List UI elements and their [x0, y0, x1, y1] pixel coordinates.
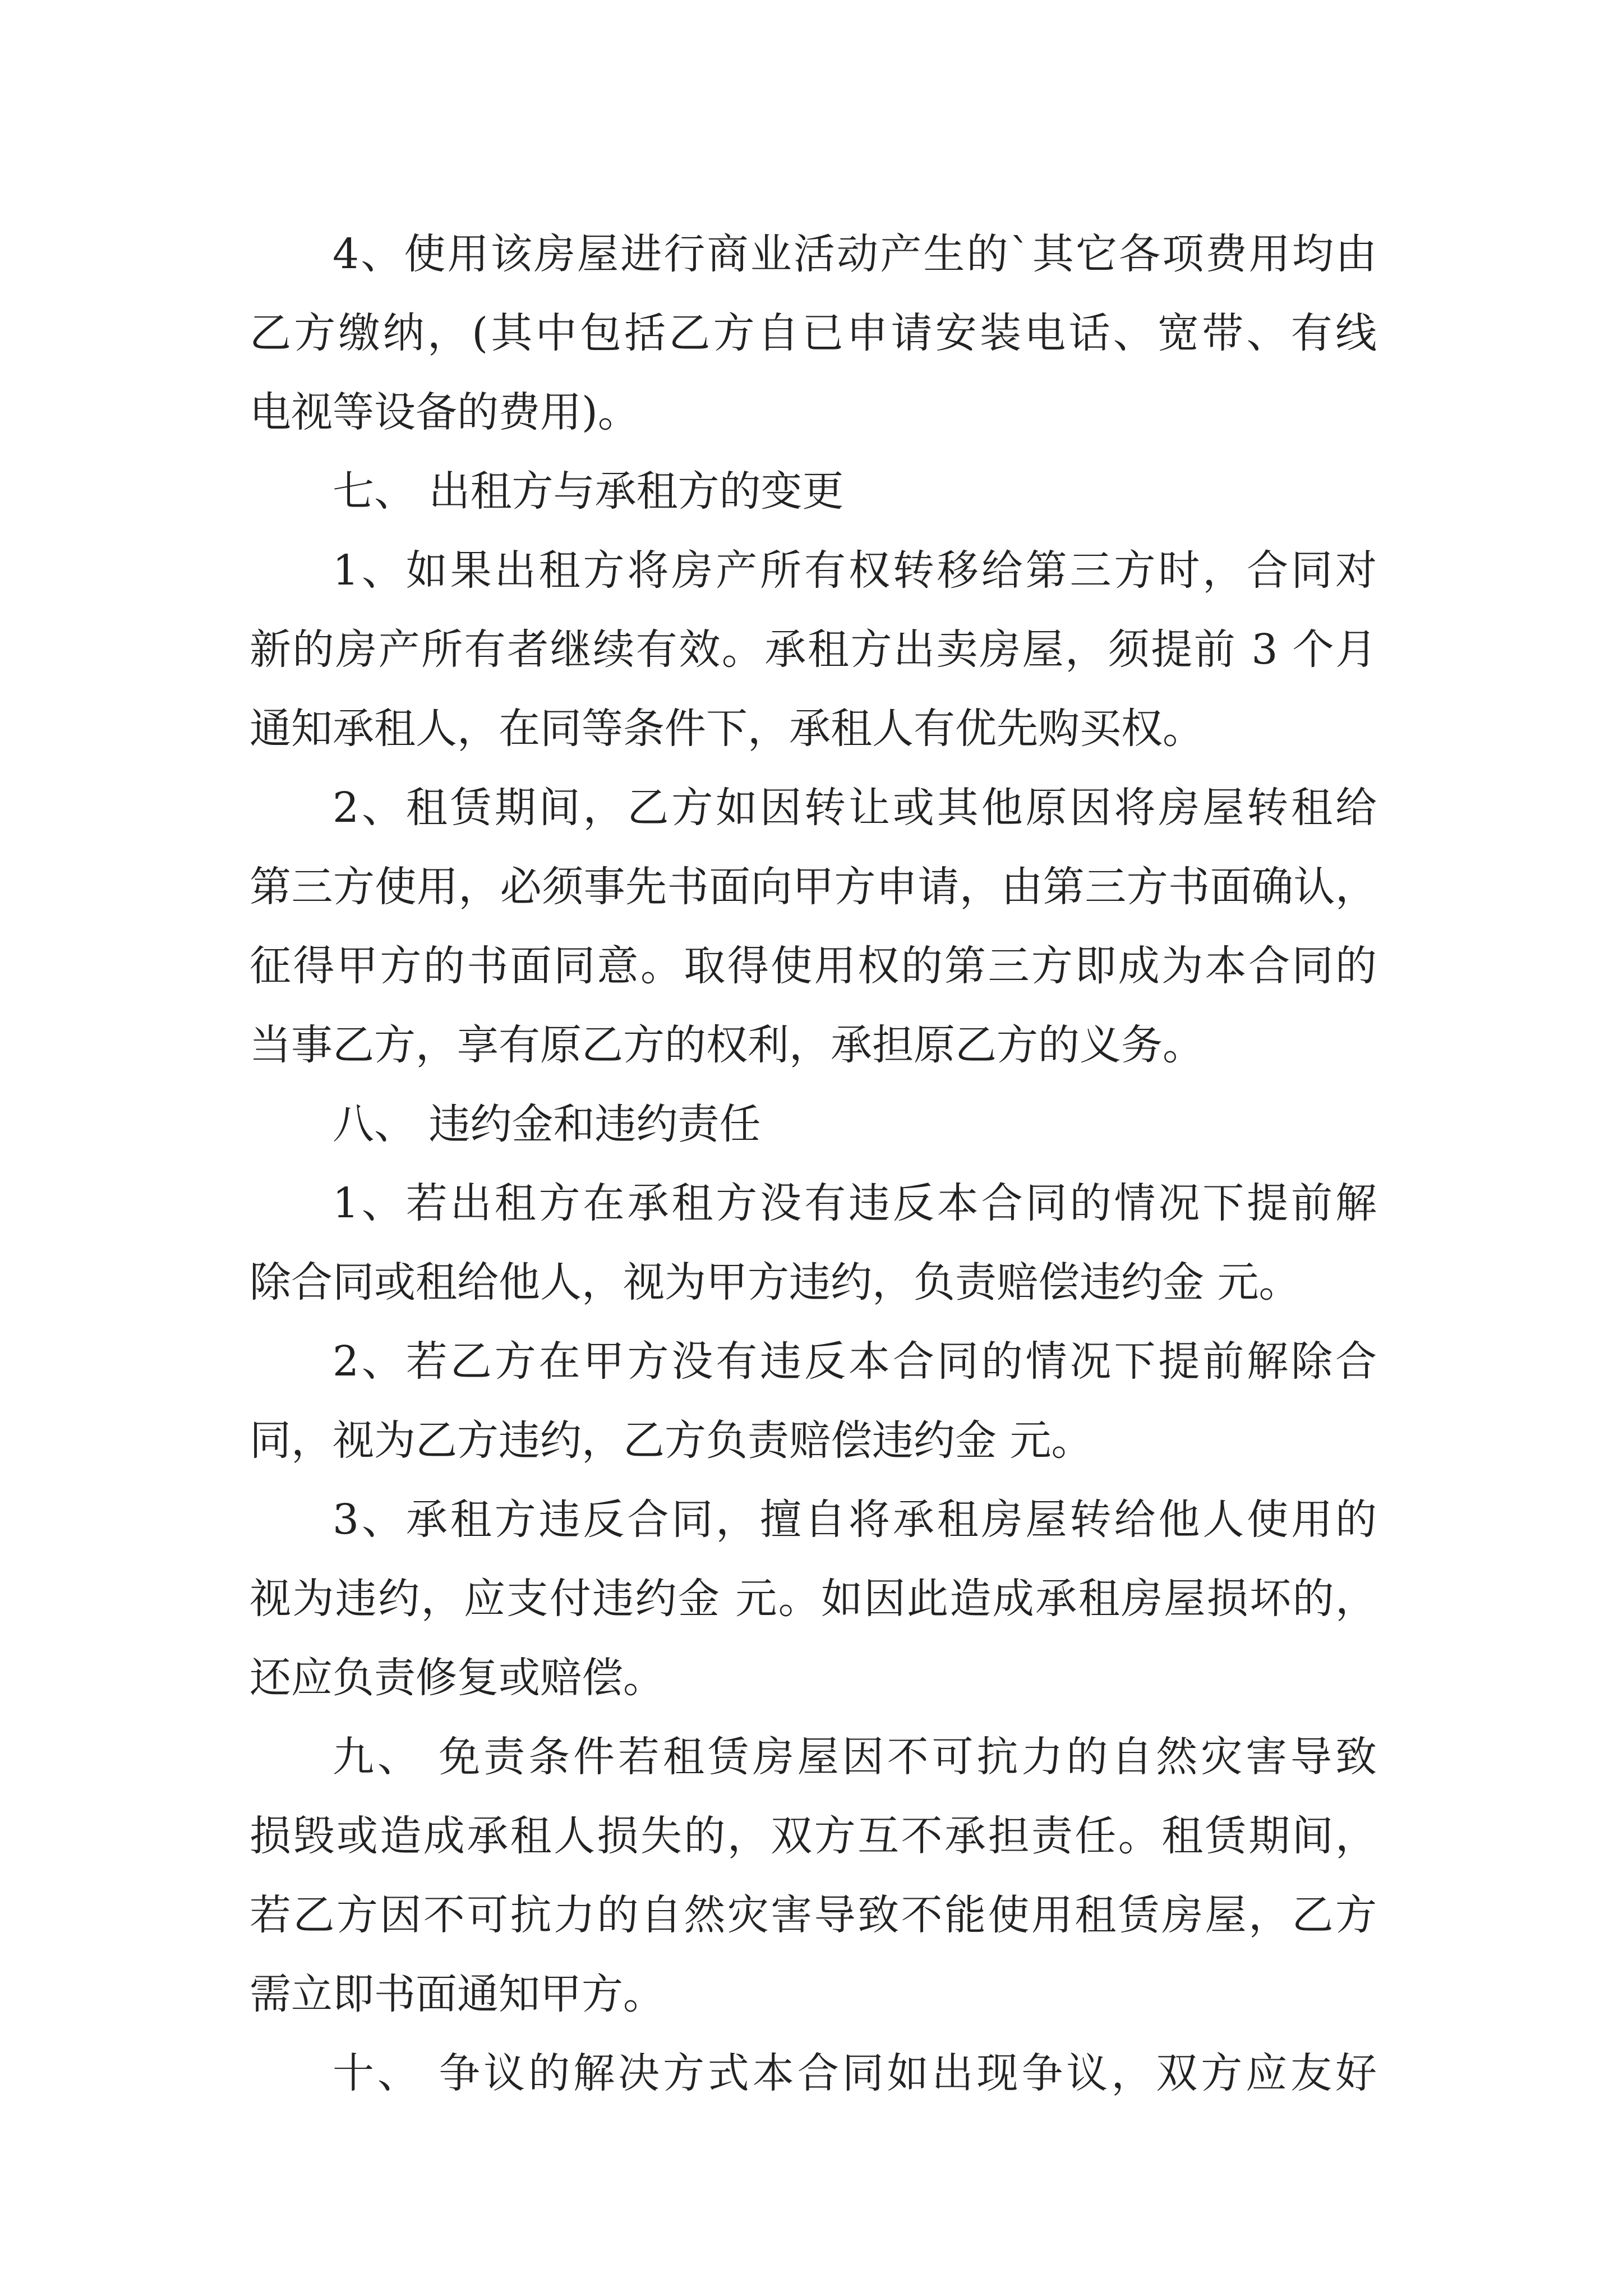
- text-line: 4、使用该房屋进行商业活动产生的`其它各项费用均由: [333, 230, 1377, 278]
- section-heading: 七、 出租方与承租方的变更: [333, 467, 844, 516]
- text-line: 通知承租人，在同等条件下，承租人有优先购买权。: [250, 705, 1204, 753]
- text-line: 乙方缴纳，(其中包括乙方自已申请安装电话、宽带、有线: [250, 309, 1377, 357]
- text-line: 还应负责修复或赔偿。: [250, 1654, 665, 1702]
- text-line: 当事乙方，享有原乙方的权利，承担原乙方的义务。: [250, 1021, 1204, 1069]
- text-line: 第三方使用，必须事先书面向甲方申请，由第三方书面确认，: [250, 863, 1377, 911]
- text-line: 同，视为乙方违约，乙方负责赔偿违约金 元。: [250, 1416, 1093, 1465]
- text-line: 新的房产所有者继续有效。承租方出卖房屋，须提前 3 个月: [250, 625, 1377, 674]
- section-heading: 八、 违约金和违约责任: [333, 1100, 761, 1148]
- text-line: 1、如果出租方将房产所有权转移给第三方时，合同对: [333, 546, 1377, 595]
- text-line: 电视等设备的费用)。: [250, 388, 639, 436]
- text-line: 若乙方因不可抗力的自然灾害导致不能使用租赁房屋，乙方: [250, 1891, 1377, 1939]
- section-heading: 十、 争议的解决方式本合同如出现争议，双方应友好: [333, 2049, 1377, 2097]
- text-line: 需立即书面通知甲方。: [250, 1970, 665, 2018]
- text-line: 视为违约，应支付违约金 元。如因此造成承租房屋损坏的，: [250, 1575, 1377, 1623]
- section-heading: 九、 免责条件若租赁房屋因不可抗力的自然灾害导致: [333, 1733, 1377, 1781]
- text-line: 2、若乙方在甲方没有违反本合同的情况下提前解除合: [333, 1337, 1377, 1386]
- text-line: 除合同或租给他人，视为甲方违约，负责赔偿违约金 元。: [250, 1258, 1301, 1306]
- text-line: 损毁或造成承租人损失的，双方互不承担责任。租赁期间，: [250, 1812, 1377, 1860]
- text-line: 1、若出租方在承租方没有违反本合同的情况下提前解: [333, 1179, 1377, 1227]
- document-body: [250, 215, 1377, 2113]
- text-line: 3、承租方违反合同，擅自将承租房屋转给他人使用的: [333, 1496, 1377, 1544]
- text-line: 2、租赁期间，乙方如因转让或其他原因将房屋转租给: [333, 784, 1377, 832]
- text-line: 征得甲方的书面同意。取得使用权的第三方即成为本合同的: [250, 942, 1377, 990]
